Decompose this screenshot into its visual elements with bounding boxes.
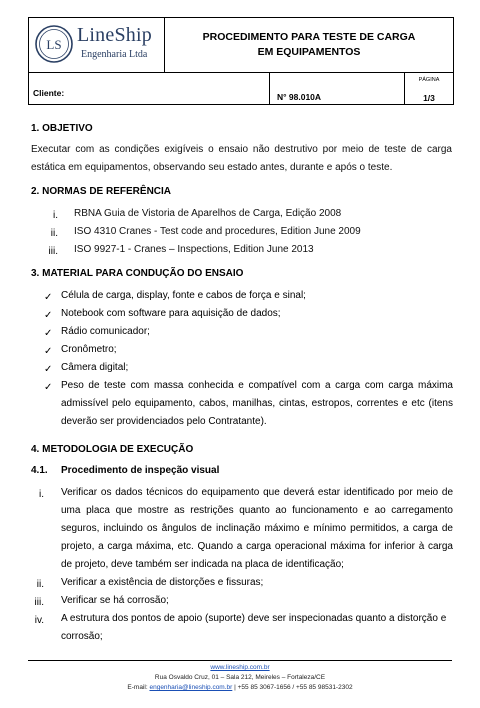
doc-number: N° 98.010A bbox=[277, 92, 322, 102]
page-number: 1/3 bbox=[423, 93, 435, 103]
page-label: PÁGINA bbox=[418, 77, 440, 83]
check-icon: ✓ bbox=[44, 310, 53, 321]
email-label: E-mail: bbox=[127, 684, 148, 691]
document-header bbox=[28, 17, 454, 105]
check-icon: ✓ bbox=[44, 346, 53, 357]
reference-item: ISO 9927-1 - Cranes – Inspections, Edition June 2013 bbox=[74, 244, 314, 255]
check-icon: ✓ bbox=[44, 364, 53, 375]
reference-number: ii. bbox=[50, 228, 58, 239]
page-cell bbox=[405, 73, 453, 104]
material-item: Peso de teste com massa conhecida e compatível com a carga com carga máxima admissível pelo equipamento, cabos, manilhas, cintas, estropos, correntes e etc (itens deverão ser providenciados pelo Contratante). bbox=[61, 380, 453, 427]
reference-item: ISO 4310 Cranes - Test code and procedures, Edition June 2009 bbox=[74, 226, 361, 237]
company-name: LineShip bbox=[77, 24, 152, 46]
section-2-heading: 2. NORMAS DE REFERÊNCIA bbox=[31, 186, 172, 197]
reference-item: RBNA Guia de Vistoria de Aparelhos de Carga, Edição 2008 bbox=[74, 208, 342, 219]
inspection-step: Verificar a existência de distorções e fissuras; bbox=[61, 577, 264, 588]
reference-number: i. bbox=[53, 210, 58, 221]
check-icon: ✓ bbox=[44, 382, 53, 393]
lineship-logo-icon bbox=[34, 24, 74, 64]
logo-monogram: LS bbox=[46, 37, 62, 52]
footer-website-line bbox=[0, 664, 480, 671]
section-4-heading: 4. METODOLOGIA DE EXECUÇÃO bbox=[31, 444, 194, 455]
website-link[interactable]: www.lineship.com.br bbox=[210, 664, 270, 671]
client-cell bbox=[29, 73, 270, 104]
step-number: i. bbox=[39, 489, 44, 500]
footer-contact-line bbox=[0, 684, 480, 691]
inspection-step: Verificar os dados técnicos do equipamento que deverá estar identificado por meio de uma placa que mostre as restrições quanto ao funcionamento e ao carregamento seguros, incluindo os ângulos de inclinação máximo e mínimo permitidos, a carga de projeto, a carga máxima, etc. Quando a carga operacional máxima for inferior à carga de projeto, deve também ser indicada na placa de identificação; bbox=[61, 487, 453, 570]
material-item: Rádio comunicador; bbox=[61, 326, 150, 337]
step-number: iv. bbox=[34, 615, 44, 626]
subsection-number: 4.1. bbox=[31, 465, 48, 476]
check-icon: ✓ bbox=[44, 292, 53, 303]
subsection-heading: Procedimento de inspeção visual bbox=[61, 465, 220, 476]
footer-address: Rua Osvaldo Cruz, 01 – Sala 212, Meireles – Fortaleza/CE bbox=[154, 674, 326, 681]
section-3-heading: 3. MATERIAL PARA CONDUÇÃO DO ENSAIO bbox=[31, 268, 244, 279]
doc-number-cell bbox=[270, 73, 405, 104]
reference-number: iii. bbox=[48, 246, 58, 257]
section-1-text: Executar com as condições exigíveis o ensaio não destrutivo por meio de teste de carga estática em equipamentos, observando seu estado antes, durante e após o teste. bbox=[31, 144, 452, 173]
phone-numbers: | +55 85 3067-1656 / +55 85 98531-2302 bbox=[234, 684, 353, 691]
material-item: Notebook com software para aquisição de dados; bbox=[61, 308, 281, 319]
inspection-step: A estrutura dos pontos de apoio (suporte) deve ser inspecionadas quanto a distorção e corrosão; bbox=[61, 613, 447, 642]
material-item: Célula de carga, display, fonte e cabos de força e sinal; bbox=[61, 290, 306, 301]
document-title: PROCEDIMENTO PARA TESTE DE CARGA EM EQUIPAMENTOS bbox=[202, 31, 416, 58]
check-icon: ✓ bbox=[44, 328, 53, 339]
step-number: iii. bbox=[34, 597, 44, 608]
logo-cell bbox=[29, 18, 165, 73]
step-number: ii. bbox=[36, 579, 44, 590]
email-link[interactable]: engenharia@lineship.com.br bbox=[149, 684, 233, 691]
inspection-step: Verificar se há corrosão; bbox=[61, 595, 169, 606]
title-cell bbox=[165, 18, 453, 73]
client-label: Cliente: bbox=[33, 88, 65, 98]
material-item: Cronômetro; bbox=[61, 344, 117, 355]
footer-divider bbox=[28, 660, 452, 661]
section-1-heading: 1. OBJETIVO bbox=[31, 123, 93, 134]
material-item: Câmera digital; bbox=[61, 362, 129, 373]
company-subtitle: Engenharia Ltda bbox=[81, 49, 148, 60]
